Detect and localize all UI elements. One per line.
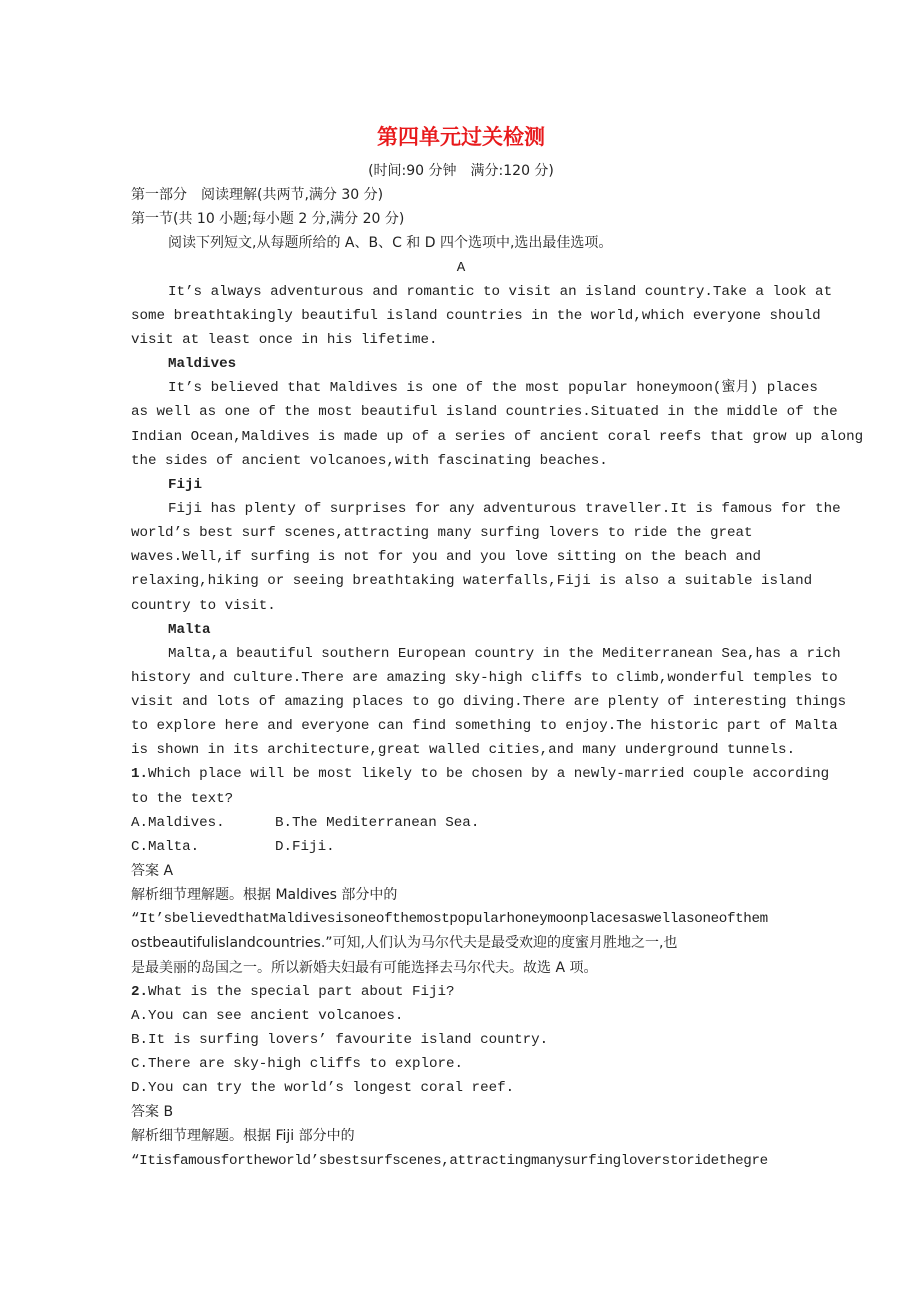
analysis-line: “It’sbelievedthatMaldivesisoneofthemostpopularhoneymoonplacesaswellasoneofthem — [131, 911, 768, 927]
paragraph-line: country to visit. — [131, 598, 276, 614]
paragraph-line: to explore here and everyone can find something to enjoy.The historic part of Malta — [131, 718, 838, 734]
option-c: C.There are sky-high cliffs to explore. — [131, 1056, 464, 1072]
question-2 — [131, 980, 455, 1004]
analysis-line: 解析细节理解题。根据 Maldives 部分中的 — [131, 887, 398, 903]
question-number: 1. — [131, 766, 149, 782]
option-d: D.You can try the world’s longest coral reef. — [131, 1080, 515, 1096]
section-heading-fiji: Fiji — [168, 477, 203, 493]
paragraph-line: waves.Well,if surfing is not for you and you love sitting on the beach and — [131, 549, 762, 565]
paragraph-line: as well as one of the most beautiful island countries.Situated in the middle of the — [131, 404, 838, 420]
question-text: Which place will be most likely to be chosen by a newly-married couple according — [148, 766, 830, 782]
passage-label: A — [456, 260, 466, 276]
analysis-line: 解析细节理解题。根据 Fiji 部分中的 — [131, 1128, 355, 1144]
question-text-cont: to the text? — [131, 791, 234, 807]
section-heading-malta: Malta — [168, 622, 211, 638]
option-b: B.The Mediterranean Sea. — [275, 815, 480, 831]
options-row — [131, 835, 335, 859]
question-1 — [131, 762, 829, 786]
paragraph-line: relaxing,hiking or seeing breathtaking waterfalls,Fiji is also a suitable island — [131, 573, 813, 589]
instruction: 阅读下列短文,从每题所给的 A、B、C 和 D 四个选项中,选出最佳选项。 — [168, 235, 613, 251]
section-heading-maldives: Maldives — [168, 356, 237, 372]
intro-line: visit at least once in his lifetime. — [131, 332, 438, 348]
option-b: B.It is surfing lovers’ favourite island country. — [131, 1032, 549, 1048]
analysis-line: “Itisfamousfortheworld’sbestsurfscenes,attractingmanysurfingloverstoridethegre — [131, 1153, 768, 1169]
paragraph-line: is shown in its architecture,great walled cities,and many underground tunnels. — [131, 742, 796, 758]
question-text: What is the special part about Fiji? — [148, 984, 455, 1000]
paragraph-line: Indian Ocean,Maldives is made up of a series of ancient coral reefs that grow up along — [131, 429, 864, 445]
paragraph-line: the sides of ancient volcanoes,with fascinating beaches. — [131, 453, 608, 469]
option-a: A.Maldives. — [131, 815, 225, 831]
answer: 答案 A — [131, 863, 174, 879]
paragraph-line: Malta,a beautiful southern European country in the Mediterranean Sea,has a rich — [168, 646, 841, 662]
intro-line: It’s always adventurous and romantic to visit an island country.Take a look at — [168, 284, 833, 300]
options-row — [131, 811, 479, 835]
option-a: A.You can see ancient volcanoes. — [131, 1008, 404, 1024]
analysis-line: 是最美丽的岛国之一。所以新婚夫妇最有可能选择去马尔代夫。故选 A 项。 — [131, 960, 598, 976]
intro-line: some breathtakingly beautiful island countries in the world,which everyone should — [131, 308, 821, 324]
section-heading: 第一节(共 10 小题;每小题 2 分,满分 20 分) — [131, 211, 405, 227]
page-title: 第四单元过关检测 — [377, 125, 545, 149]
question-number: 2. — [131, 984, 149, 1000]
answer: 答案 B — [131, 1104, 174, 1120]
paragraph-line: visit and lots of amazing places to go diving.There are plenty of interesting things — [131, 694, 847, 710]
analysis-line: ostbeautifulislandcountries.”可知,人们认为马尔代夫是最受欢迎的度蜜月胜地之一,也 — [131, 935, 678, 951]
option-d: D.Fiji. — [275, 839, 335, 855]
paragraph-line: Fiji has plenty of surprises for any adventurous traveller.It is famous for the — [168, 501, 841, 517]
exam-meta: (时间:90 分钟 满分:120 分) — [368, 163, 554, 179]
paragraph-line: It’s believed that Maldives is one of the most popular honeymoon(蜜月) places — [168, 380, 818, 396]
paragraph-line: history and culture.There are amazing sky-high cliffs to climb,wonderful temples to — [131, 670, 838, 686]
part-heading: 第一部分 阅读理解(共两节,满分 30 分) — [131, 187, 384, 203]
option-c: C.Malta. — [131, 839, 200, 855]
paragraph-line: world’s best surf scenes,attracting many surfing lovers to ride the great — [131, 525, 753, 541]
